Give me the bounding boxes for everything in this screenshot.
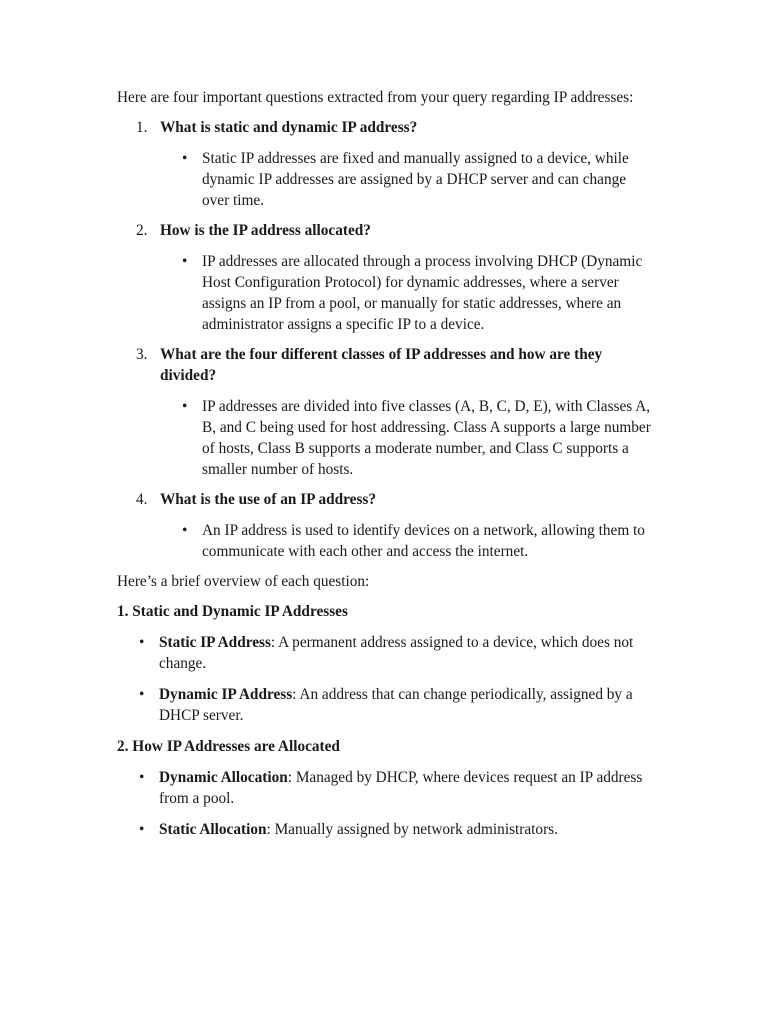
bullet-icon: • — [182, 150, 188, 167]
bullet-icon: • — [139, 634, 145, 651]
section-list — [117, 632, 657, 726]
term-description: : An address that can change periodically, assigned by a DHCP server. — [159, 686, 633, 724]
answer-text: An IP address is used to identify devices on a network, allowing them to communicate with each other and access the internet. — [202, 522, 645, 560]
bullet-icon: • — [182, 398, 188, 415]
section-item — [117, 632, 657, 674]
question-item — [117, 117, 657, 211]
bullet-icon: • — [139, 821, 145, 838]
question-item — [117, 489, 657, 562]
section-heading: 2. How IP Addresses are Allocated — [117, 738, 340, 755]
question-number: 2. — [136, 222, 148, 239]
answer-item — [160, 520, 657, 562]
answer-item — [160, 396, 657, 480]
answer-list — [160, 148, 657, 211]
overview-paragraph: Here’s a brief overview of each question: — [117, 573, 370, 590]
bullet-icon: • — [182, 253, 188, 270]
intro-paragraph: Here are four important questions extracted from your query regarding IP addresses: — [117, 89, 634, 106]
answer-list — [160, 251, 657, 335]
answer-item — [160, 148, 657, 211]
section-item — [117, 819, 657, 840]
term-label: Dynamic Allocation — [159, 769, 288, 786]
question-item — [117, 344, 657, 480]
answer-text: IP addresses are allocated through a process involving DHCP (Dynamic Host Configuration Protocol) for dynamic addresses, where a server assigns an IP from a pool, or manually for static addresses, where an administrator assigns a specific IP to a device. — [202, 253, 643, 333]
term-label: Static Allocation — [159, 821, 267, 838]
answer-text: IP addresses are divided into five classes (A, B, C, D, E), with Classes A, B, and C being used for host addressing. Class A supports a large number of hosts, Class B supports a moderate number, and Class C supports a smaller number of hosts. — [202, 398, 651, 478]
term-label: Dynamic IP Address — [159, 686, 293, 703]
document-page — [117, 87, 657, 850]
bullet-icon: • — [139, 769, 145, 786]
bullet-icon: • — [182, 522, 188, 539]
section-item — [117, 684, 657, 726]
question-number: 4. — [136, 491, 148, 508]
section-heading: 1. Static and Dynamic IP Addresses — [117, 603, 348, 620]
term-description: : A permanent address assigned to a device, which does not change. — [159, 634, 634, 672]
bullet-icon: • — [139, 686, 145, 703]
question-number: 1. — [136, 119, 148, 136]
answer-text: Static IP addresses are fixed and manually assigned to a device, while dynamic IP addresses are assigned by a DHCP server and can change over time. — [202, 150, 629, 209]
answer-list — [160, 396, 657, 480]
question-title: What are the four different classes of IP addresses and how are they divided? — [160, 346, 603, 384]
term-label: Static IP Address — [159, 634, 271, 651]
question-item — [117, 220, 657, 335]
section-list — [117, 767, 657, 840]
term-description: : Managed by DHCP, where devices request an IP address from a pool. — [159, 769, 643, 807]
question-title: What is static and dynamic IP address? — [160, 119, 418, 136]
term-description: : Manually assigned by network administrators. — [266, 821, 558, 838]
question-number: 3. — [136, 346, 148, 363]
questions-list — [117, 117, 657, 562]
answer-list — [160, 520, 657, 562]
section-item — [117, 767, 657, 809]
question-title: How is the IP address allocated? — [160, 222, 371, 239]
answer-item — [160, 251, 657, 335]
question-title: What is the use of an IP address? — [160, 491, 377, 508]
